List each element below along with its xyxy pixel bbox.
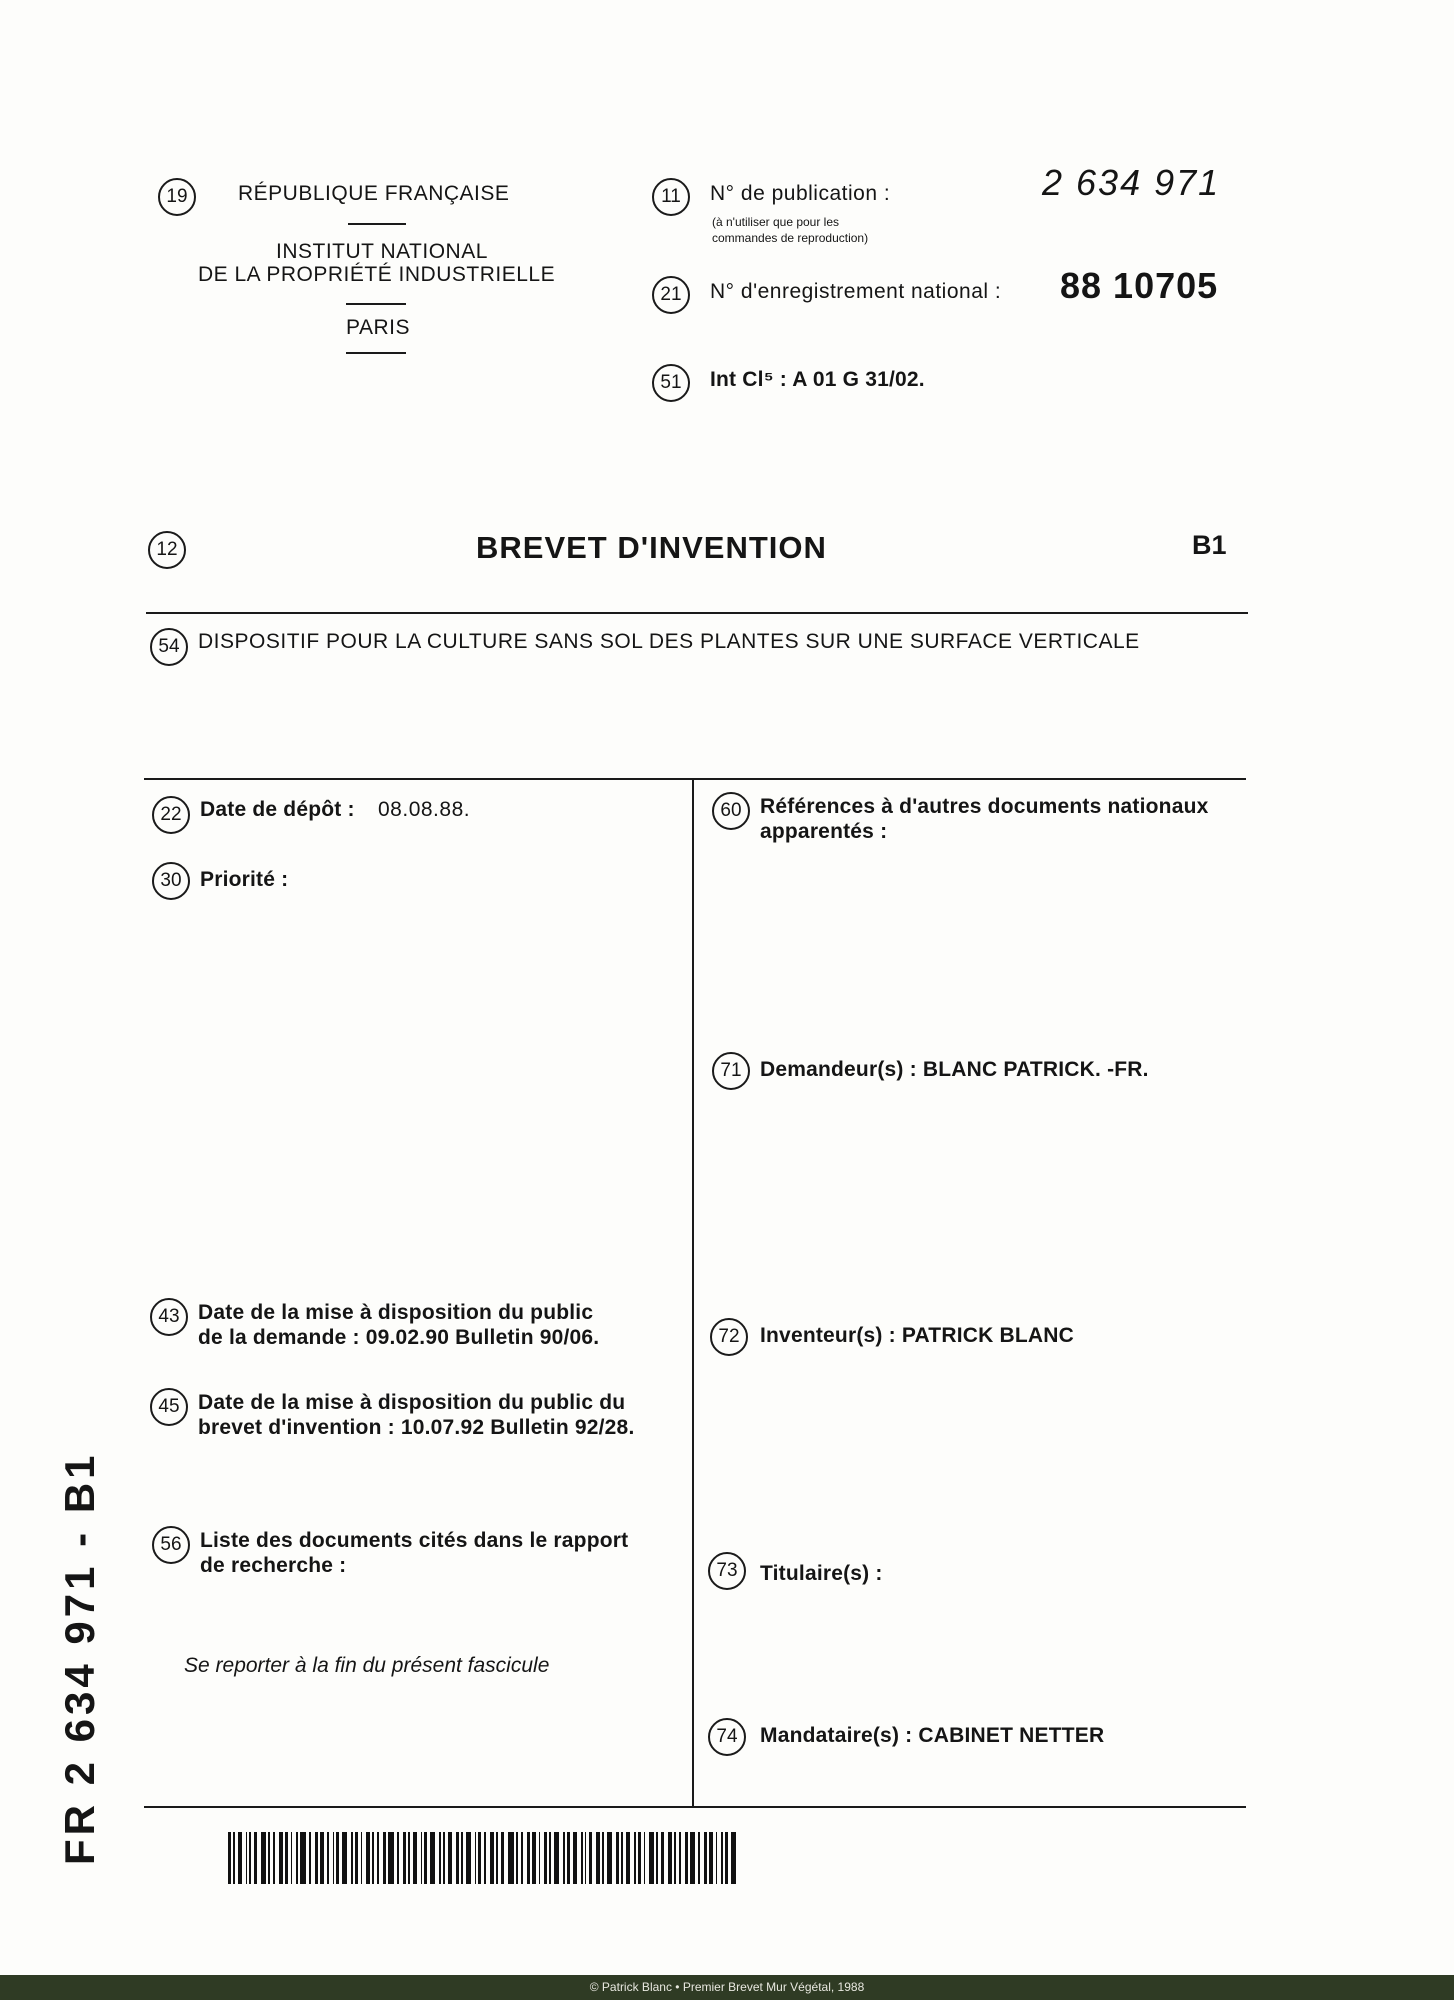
public-patent-line2: brevet d'invention : 10.07.92 Bulletin 92/28. <box>198 1416 635 1439</box>
barcode-bar <box>490 1832 494 1884</box>
barcode-bar <box>501 1832 504 1884</box>
inventor: Inventeur(s) : PATRICK BLANC <box>760 1324 1074 1347</box>
barcode-bar <box>475 1832 476 1884</box>
barcode-bar <box>443 1832 445 1884</box>
code-21-circle: 21 <box>652 276 690 314</box>
barcode-bar <box>403 1832 406 1884</box>
cited-note: Se reporter à la fin du présent fascicule <box>184 1654 550 1677</box>
table-bottom-rule <box>144 1806 1246 1808</box>
barcode-bar <box>644 1832 645 1884</box>
barcode-bar <box>544 1832 547 1884</box>
barcode-bar <box>549 1832 551 1884</box>
barcode-bar <box>596 1832 600 1884</box>
footer-credit: © Patrick Blanc • Premier Brevet Mur Végétal, 1988 <box>0 1975 1454 2000</box>
barcode-bar <box>721 1832 723 1884</box>
divider <box>346 352 406 354</box>
barcode-bar <box>285 1832 288 1884</box>
column-divider <box>692 778 694 1808</box>
barcode-bar <box>456 1832 459 1884</box>
code-56-circle: 56 <box>152 1526 190 1564</box>
barcode-bar <box>621 1832 623 1884</box>
barcode-bar <box>408 1832 410 1884</box>
references-line2: apparentés : <box>760 820 888 843</box>
barcode-bar <box>656 1832 658 1884</box>
barcode-bar <box>355 1832 358 1884</box>
code-30-circle: 30 <box>152 862 190 900</box>
barcode-bar <box>709 1832 713 1884</box>
barcode-bar <box>634 1832 636 1884</box>
barcode-bar <box>532 1832 536 1884</box>
table-top-rule <box>144 778 1246 780</box>
barcode-bar <box>668 1832 672 1884</box>
publication-note-line2: commandes de reproduction) <box>712 231 869 245</box>
barcode-bar <box>521 1832 523 1884</box>
barcode-bar <box>448 1832 452 1884</box>
barcode-bar <box>300 1832 306 1884</box>
code-51-circle: 51 <box>652 364 690 402</box>
code-43-circle: 43 <box>150 1298 188 1336</box>
public-patent-date <box>198 1390 634 1440</box>
code-12-circle: 12 <box>148 531 186 569</box>
cited-documents <box>200 1528 628 1578</box>
publication-number: 2 634 971 <box>1042 162 1221 203</box>
barcode-bar <box>320 1832 324 1884</box>
document-type-title: BREVET D'INVENTION <box>476 530 827 565</box>
barcode-bar <box>554 1832 559 1884</box>
code-72-circle: 72 <box>710 1318 748 1356</box>
publication-label: N° de publication : <box>710 182 891 205</box>
barcode-bar <box>397 1832 399 1884</box>
barcode-bar <box>516 1832 518 1884</box>
side-publication-number: FR 2 634 971 - B1 <box>56 1451 103 1865</box>
barcode-bar <box>461 1832 463 1884</box>
registration-number: 88 10705 <box>1060 265 1219 306</box>
barcode-bar <box>484 1832 486 1884</box>
barcode-bar <box>372 1832 374 1884</box>
barcode-bar <box>421 1832 422 1884</box>
city: PARIS <box>346 316 410 339</box>
registration-label: N° d'enregistrement national : <box>710 280 1002 303</box>
barcode-bar <box>309 1832 311 1884</box>
barcode-bar <box>342 1832 347 1884</box>
code-19-circle: 19 <box>158 178 196 216</box>
barcode-bar <box>430 1832 435 1884</box>
barcode-bar <box>336 1832 339 1884</box>
cited-line2: de recherche : <box>200 1554 347 1577</box>
agent: Mandataire(s) : CABINET NETTER <box>760 1724 1105 1747</box>
barcode-bar <box>731 1832 736 1884</box>
barcode-bar <box>228 1832 231 1884</box>
divider <box>346 303 406 305</box>
barcode-bar <box>589 1832 592 1884</box>
filing-date: 08.08.88. <box>378 798 471 821</box>
barcode-bar <box>616 1832 619 1884</box>
publication-note-line1: (à n'utiliser que pour les <box>712 215 840 229</box>
barcode-bar <box>254 1832 257 1884</box>
barcode-bar <box>685 1832 688 1884</box>
institute-line2: DE LA PROPRIÉTÉ INDUSTRIELLE <box>198 263 556 286</box>
code-11-circle: 11 <box>652 178 690 216</box>
barcode-bar <box>607 1832 612 1884</box>
barcode-bar <box>674 1832 676 1884</box>
barcode-bar <box>296 1832 298 1884</box>
barcode-bar <box>704 1832 707 1884</box>
barcode-bar <box>626 1832 630 1884</box>
barcode-bar <box>261 1832 266 1884</box>
barcode-bar <box>585 1832 586 1884</box>
applicant: Demandeur(s) : BLANC PATRICK. -FR. <box>760 1058 1149 1081</box>
barcode-bar <box>581 1832 583 1884</box>
code-54-circle: 54 <box>150 628 188 666</box>
barcode-bar <box>567 1832 570 1884</box>
barcode-bar <box>716 1832 717 1884</box>
barcode-bar <box>508 1832 514 1884</box>
code-45-circle: 45 <box>150 1388 188 1426</box>
code-71-circle: 71 <box>712 1052 750 1090</box>
code-74-circle: 74 <box>708 1718 746 1756</box>
barcode-bar <box>413 1832 417 1884</box>
barcode-bar <box>563 1832 565 1884</box>
institute-line1: INSTITUT NATIONAL <box>276 240 488 263</box>
barcode-bar <box>246 1832 247 1884</box>
barcode-bar <box>238 1832 242 1884</box>
filing-date-label: Date de dépôt : <box>200 798 355 821</box>
references <box>760 794 1209 844</box>
barcode <box>228 1832 744 1884</box>
barcode-bar <box>351 1832 353 1884</box>
barcode-bar <box>466 1832 471 1884</box>
public-patent-line1: Date de la mise à disposition du public du <box>198 1391 626 1414</box>
barcode-bar <box>424 1832 427 1884</box>
barcode-bar <box>602 1832 604 1884</box>
country-name: RÉPUBLIQUE FRANÇAISE <box>238 182 510 205</box>
priority-label: Priorité : <box>200 868 289 891</box>
barcode-bar <box>661 1832 664 1884</box>
barcode-bar <box>388 1832 394 1884</box>
public-request-date <box>198 1300 599 1350</box>
barcode-bar <box>273 1832 275 1884</box>
barcode-bar <box>327 1832 329 1884</box>
barcode-bar <box>361 1832 362 1884</box>
barcode-bar <box>333 1832 334 1884</box>
classification: Int Cl⁵ : A 01 G 31/02. <box>710 368 925 391</box>
barcode-bar <box>291 1832 292 1884</box>
barcode-bar <box>649 1832 654 1884</box>
holder: Titulaire(s) : <box>760 1562 883 1585</box>
title-rule <box>146 612 1248 614</box>
cited-line1: Liste des documents cités dans le rapport <box>200 1529 629 1552</box>
barcode-bar <box>233 1832 235 1884</box>
barcode-bar <box>478 1832 481 1884</box>
barcode-bar <box>377 1832 379 1884</box>
barcode-bar <box>539 1832 540 1884</box>
barcode-bar <box>315 1832 318 1884</box>
barcode-bar <box>249 1832 251 1884</box>
references-line1: Références à d'autres documents nationaux <box>760 795 1209 818</box>
barcode-bar <box>439 1832 441 1884</box>
barcode-bar <box>383 1832 386 1884</box>
publication-note <box>712 214 868 246</box>
public-request-line2: de la demande : 09.02.90 Bulletin 90/06. <box>198 1326 600 1349</box>
code-60-circle: 60 <box>712 792 750 830</box>
kind-code: B1 <box>1192 530 1227 560</box>
code-73-circle: 73 <box>708 1552 746 1590</box>
divider <box>348 223 406 225</box>
barcode-bar <box>725 1832 728 1884</box>
barcode-bar <box>690 1832 695 1884</box>
public-request-line1: Date de la mise à disposition du public <box>198 1301 594 1324</box>
barcode-bar <box>496 1832 498 1884</box>
barcode-bar <box>268 1832 270 1884</box>
barcode-bar <box>638 1832 641 1884</box>
barcode-bar <box>679 1832 681 1884</box>
barcode-bar <box>366 1832 370 1884</box>
invention-title: DISPOSITIF POUR LA CULTURE SANS SOL DES PLANTES SUR UNE SURFACE VERTICALE <box>198 630 1140 653</box>
barcode-bar <box>573 1832 577 1884</box>
code-22-circle: 22 <box>152 796 190 834</box>
barcode-bar <box>527 1832 530 1884</box>
barcode-bar <box>698 1832 700 1884</box>
barcode-bar <box>279 1832 283 1884</box>
